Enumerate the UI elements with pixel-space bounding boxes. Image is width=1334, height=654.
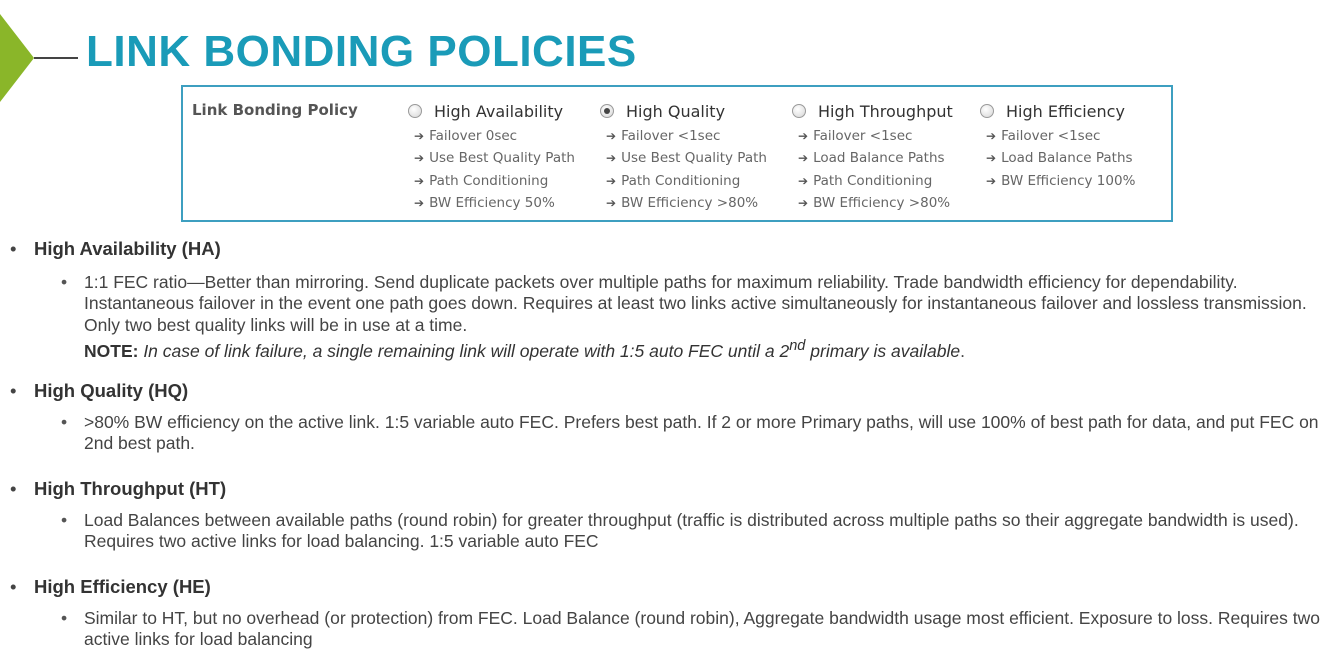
section-heading-ha: • High Availability (HA) [34, 238, 221, 260]
green-chevron-icon [0, 14, 34, 102]
title-rule [34, 57, 78, 59]
feature-item: ➔ Failover 0sec [414, 128, 518, 144]
arrow-right-icon: ➔ [798, 173, 809, 188]
policy-selector-panel [181, 85, 1173, 222]
policy-option-name[interactable]: High Quality [626, 101, 726, 121]
arrow-right-icon: ➔ [798, 195, 809, 210]
feature-item: ➔ Failover <1sec [798, 128, 913, 144]
section-heading-hq: • High Quality (HQ) [34, 380, 188, 402]
policy-option-high-throughput [792, 101, 953, 214]
arrow-right-icon: ➔ [606, 129, 617, 143]
feature-list [606, 125, 767, 214]
arrow-right-icon: ➔ [414, 151, 425, 166]
policy-radio-high-throughput[interactable] [792, 101, 953, 121]
policy-option-high-quality [600, 101, 767, 214]
radio-unchecked-icon[interactable] [980, 104, 994, 118]
radio-checked-icon[interactable] [600, 104, 614, 118]
policy-option-name[interactable]: High Efficiency [1006, 101, 1125, 121]
arrow-right-icon: ➔ [606, 173, 617, 188]
feature-item: ➔ BW Efficiency >80% [798, 194, 951, 211]
feature-item: ➔ Load Balance Paths [986, 150, 1133, 167]
feature-list [986, 125, 1135, 192]
section-body-hq: • >80% BW efficiency on the active link. 1:5 variable auto FEC. Prefers best path. If 2 or more Primary paths, will use 100% of best path for data, and put FEC on 2nd best path. [84, 412, 1329, 455]
feature-item: ➔ Path Conditioning [414, 172, 549, 189]
policy-option-name[interactable]: High Availability [434, 101, 564, 121]
policy-option-high-availability [408, 101, 575, 214]
feature-list [798, 125, 953, 214]
feature-item: ➔ BW Efficiency 100% [986, 172, 1136, 189]
feature-item: ➔ Failover <1sec [606, 128, 721, 144]
arrow-right-icon: ➔ [798, 151, 809, 166]
policy-radio-high-efficiency[interactable] [980, 101, 1135, 121]
feature-item: ➔ Use Best Quality Path [606, 150, 767, 167]
page-title: LINK BONDING POLICIES [86, 27, 637, 76]
section-body-he: • Similar to HT, but no overhead (or protection) from FEC. Load Balance (round robin), Aggregate bandwidth usage most efficient. Exposure to loss. Requires two active links for load balancing [84, 608, 1329, 651]
section-heading-he: • High Efficiency (HE) [34, 576, 211, 598]
radio-unchecked-icon[interactable] [792, 104, 806, 118]
feature-item: ➔ BW Efficiency >80% [606, 194, 759, 211]
arrow-right-icon: ➔ [986, 151, 997, 166]
arrow-right-icon: ➔ [414, 195, 425, 210]
arrow-right-icon: ➔ [606, 151, 617, 166]
note-text: In case of link failure, a single remaining link will operate with 1:5 auto FEC until a 2nd primary is available [138, 338, 961, 362]
feature-item: ➔ Failover <1sec [986, 128, 1101, 144]
section-body-ha: • 1:1 FEC ratio—Better than mirroring. Send duplicate packets over multiple paths for maximum reliability. Trade bandwidth efficiency for dependability. Instantaneous failover in the event one path goes down. Requires at least two links active simultaneously for instantaneous failover and lossless transmission. Only two best quality links will be in use at a time. NOTE: In case of link failure, a single remaining link will operate with 1:5 auto FEC until a 2nd primary is available. [84, 272, 1329, 362]
arrow-right-icon: ➔ [986, 129, 997, 143]
feature-item: ➔ Load Balance Paths [798, 150, 945, 167]
policy-option-high-efficiency [980, 101, 1135, 192]
policy-option-name[interactable]: High Throughput [818, 101, 953, 121]
arrow-right-icon: ➔ [986, 173, 997, 188]
note-label: NOTE: [84, 341, 139, 362]
arrow-right-icon: ➔ [606, 195, 617, 210]
section-text: 1:1 FEC ratio—Better than mirroring. Send duplicate packets over multiple paths for maximum reliability. Trade bandwidth efficiency for dependability. Instantaneous failover in the event one path goes down. Requires at least two links active simultaneously for instantaneous failover and lossless transmission. Only two best quality links will be in use at a time. [84, 272, 1307, 335]
policy-radio-high-quality[interactable] [600, 101, 767, 121]
arrow-right-icon: ➔ [414, 173, 425, 188]
section-body-ht: • Load Balances between available paths (round robin) for greater throughput (traffic is distributed across multiple paths so their aggregate bandwidth is used). Requires two active links for load balancing. 1:5 variable auto FEC [84, 510, 1329, 553]
section-heading-ht: • High Throughput (HT) [34, 478, 226, 500]
feature-item: ➔ BW Efficiency 50% [414, 194, 555, 211]
feature-item: ➔ Path Conditioning [798, 172, 933, 189]
arrow-right-icon: ➔ [798, 129, 809, 143]
arrow-right-icon: ➔ [414, 129, 425, 143]
radio-unchecked-icon[interactable] [408, 104, 422, 118]
policy-selector-label: Link Bonding Policy [192, 101, 358, 119]
feature-list [414, 125, 575, 214]
feature-item: ➔ Path Conditioning [606, 172, 741, 189]
feature-item: ➔ Use Best Quality Path [414, 150, 575, 167]
policy-radio-high-availability[interactable] [408, 101, 575, 121]
